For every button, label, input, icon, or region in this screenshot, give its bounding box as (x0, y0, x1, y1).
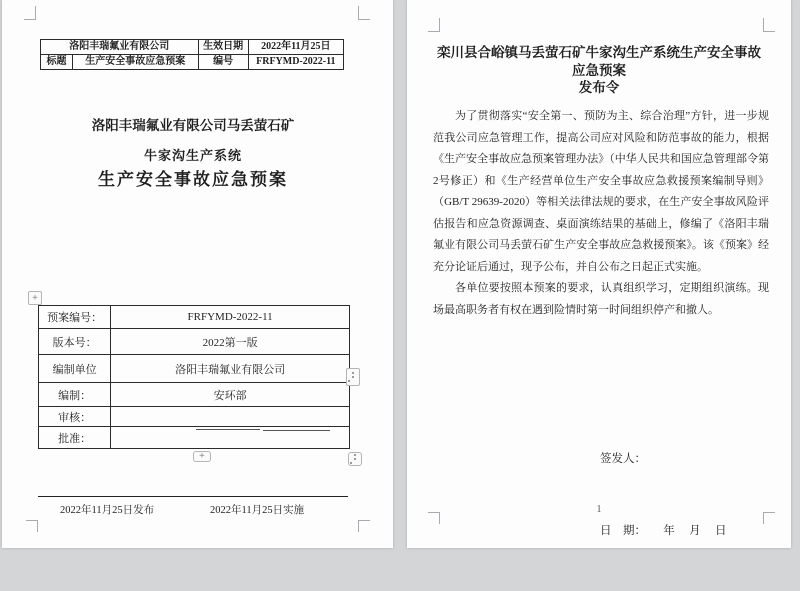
header-company-cell[interactable]: 洛阳丰瑞氟业有限公司 (41, 40, 199, 55)
table-insert-row-button[interactable]: + (193, 451, 211, 462)
cover-title-line2[interactable]: 牛家沟生产系统 (143, 148, 242, 163)
info-label[interactable]: 版本号： (39, 329, 111, 355)
signature-line (196, 429, 260, 430)
table-row (39, 329, 350, 355)
header-table (40, 39, 344, 70)
crop-mark-icon (358, 6, 370, 20)
table-row (39, 306, 350, 329)
cover-title-line1[interactable]: 洛阳丰瑞氟业有限公司马丢萤石矿 (91, 118, 295, 133)
header-number-value[interactable]: FRFYMD-2022-11 (248, 55, 343, 70)
page-1[interactable] (2, 0, 393, 548)
release-title-line3[interactable]: 发布令 (578, 80, 620, 95)
info-value[interactable]: 安环部 (111, 383, 350, 407)
signature-line (263, 430, 330, 431)
release-order-body[interactable] (433, 106, 769, 321)
release-order-title[interactable] (431, 44, 767, 97)
info-value[interactable]: FRFYMD-2022-11 (111, 306, 350, 329)
table-row (39, 407, 350, 427)
header-number-label[interactable]: 编号 (198, 55, 248, 70)
drag-dots-icon (354, 458, 356, 460)
crop-mark-icon (763, 18, 775, 32)
date-line[interactable]: 日 期： 年 月 日 (600, 525, 727, 537)
drag-dots-icon (352, 376, 354, 378)
table-row (39, 355, 350, 383)
page-number: 1 (596, 504, 602, 515)
info-value[interactable]: 洛阳丰瑞氟业有限公司 (111, 355, 350, 383)
crop-mark-icon (358, 520, 370, 532)
signer-line[interactable]: 签发人： (600, 453, 646, 465)
info-value[interactable]: 2022第一版 (111, 329, 350, 355)
crop-mark-icon (428, 18, 440, 32)
signature-block[interactable] (600, 399, 727, 591)
publish-date[interactable]: 2022年11月25日发布 (60, 505, 155, 516)
info-label[interactable]: 编制单位 (39, 355, 111, 383)
info-label[interactable]: 审核： (39, 407, 111, 427)
crop-mark-icon (26, 520, 38, 532)
implement-date[interactable]: 2022年11月25日实施 (210, 505, 305, 516)
plan-info-table (38, 305, 350, 449)
info-label[interactable]: 批准： (39, 427, 111, 449)
release-title-line1[interactable]: 栾川县合峪镇马丢萤石矿牛家沟生产系统生产安全事故 (437, 45, 761, 60)
footer-rule (38, 496, 348, 497)
table-move-handle-icon[interactable]: + (28, 291, 42, 305)
info-value[interactable] (111, 407, 350, 427)
table-row (41, 55, 344, 70)
table-resize-handle-icon[interactable] (348, 452, 362, 466)
info-label[interactable]: 预案编号： (39, 306, 111, 329)
header-effective-date-value[interactable]: 2022年11月25日 (248, 40, 343, 55)
body-paragraph[interactable]: 为了贯彻落实“安全第一、预防为主、综合治理”方针，进一步规范我公司应急管理工作，提高公司应对风险和防范事故的能力，根据《生产安全事故应急预案管理办法》（中华人民共和国应急管理部令第2号修正）和《生产经营单位生产安全事故应急救援预案编制导则》（GB/T 29639-2020）等相关法律法规的要求，在生产安全事故风险评估报告和应急资源调查、桌面演练结果的基础上，修编了《洛阳丰瑞氟业有限公司马丢萤石矿生产安全事故应急救援预案》。该《预案》经充分论证后通过，现予公布，并自公布之日起正式实施。 (433, 110, 769, 273)
header-title-label[interactable]: 标题 (41, 55, 73, 70)
table-row (39, 383, 350, 407)
cover-title-line3[interactable]: 生产安全事故应急预案 (98, 170, 288, 189)
table-row (41, 40, 344, 55)
header-effective-date-label[interactable]: 生效日期 (198, 40, 248, 55)
page-2[interactable] (407, 0, 791, 548)
body-paragraph[interactable]: 各单位要按照本预案的要求，认真组织学习，定期组织演练。现场最高职务者有权在遇到险情时第一时间组织停产和撤人。 (433, 282, 769, 316)
table-side-handle-icon[interactable] (346, 368, 360, 386)
header-title-value[interactable]: 生产安全事故应急预案 (73, 55, 198, 70)
info-label[interactable]: 编制： (39, 383, 111, 407)
crop-mark-icon (24, 6, 36, 20)
release-title-line2[interactable]: 应急预案 (572, 62, 626, 78)
